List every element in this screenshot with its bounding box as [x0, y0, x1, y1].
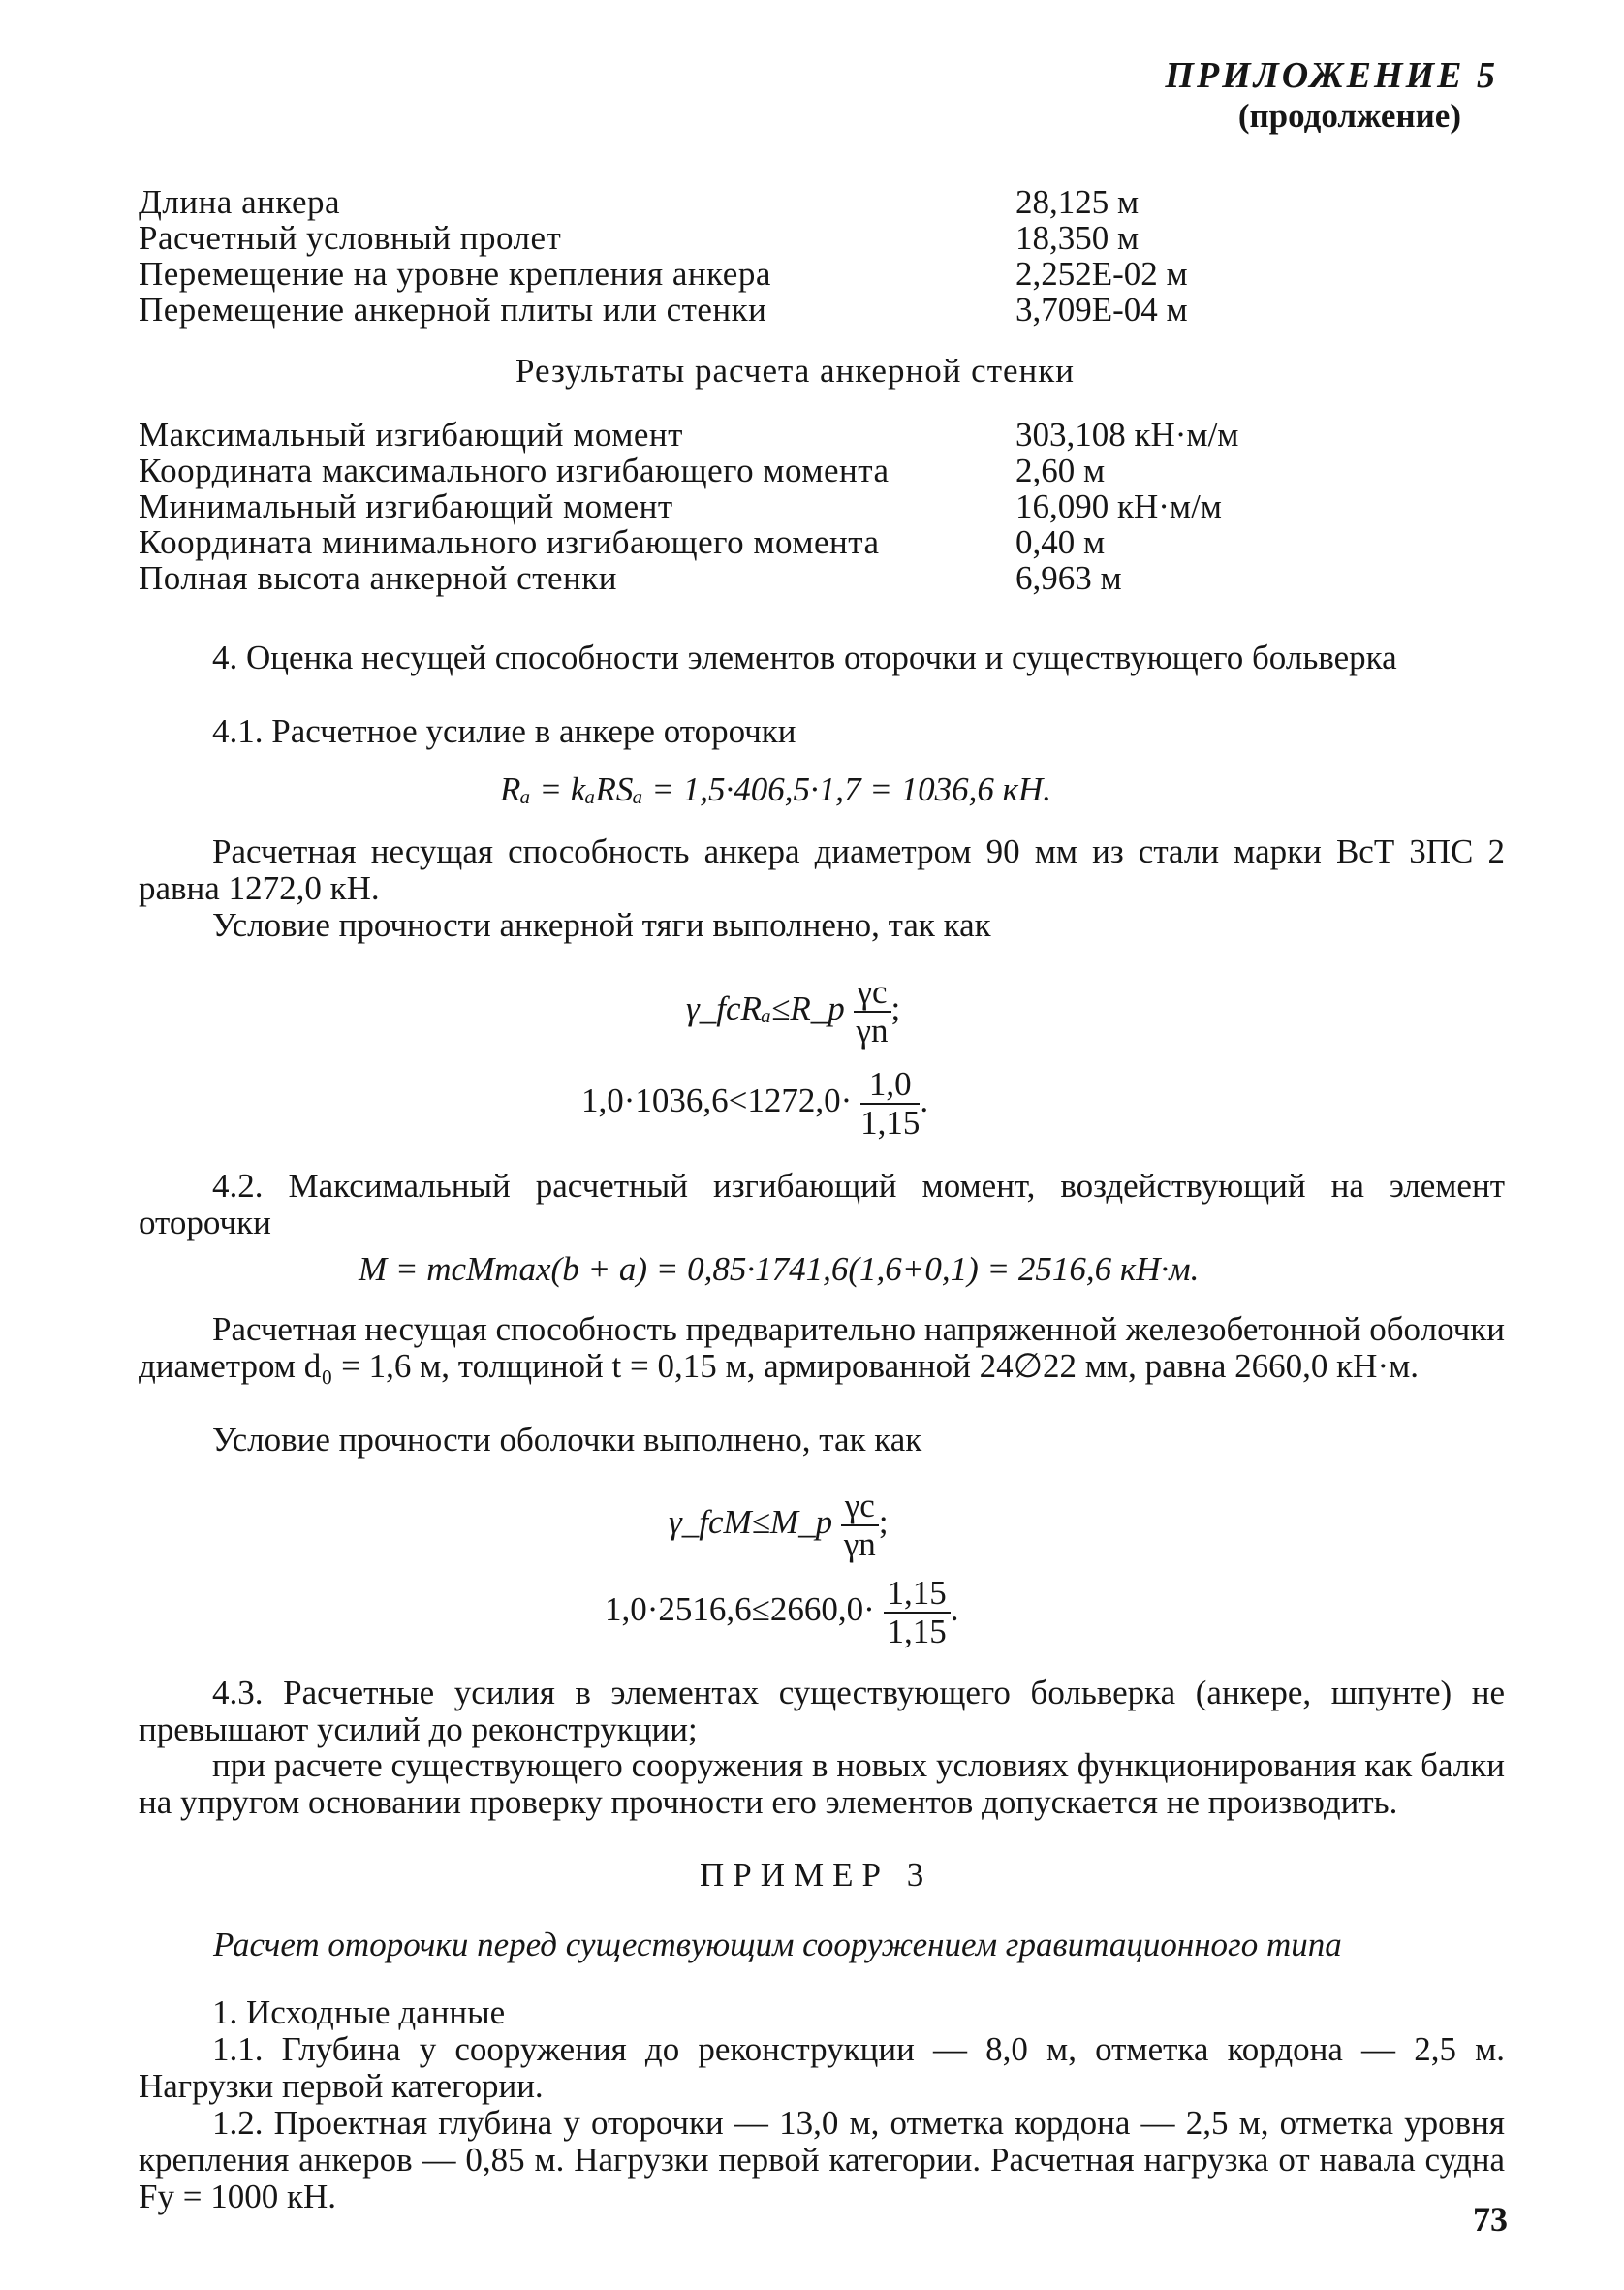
fraction-denominator: γn: [843, 1525, 876, 1563]
shell-capacity-text: Расчетная несущая способность предварительно напряженной железобетонной оболочки диаметром d₀ = 1,6 м, толщиной t = 0,15 м, армированной 24∅22 мм, равна 2660,0 кН·м.: [139, 1310, 1505, 1385]
page-number: 73: [1473, 2200, 1508, 2239]
table-row: [139, 220, 1188, 256]
appendix-title: ПРИЛОЖЕНИЕ 5: [1165, 55, 1498, 96]
section-4-3: 4.3. Расчетные усилия в элементах существующего больверка (анкере, шпунте) не превышают усилий до реконструкции;: [139, 1674, 1505, 1748]
example-heading: ПРИМЕР 3: [700, 1856, 933, 1894]
param-label: Перемещение на уровне крепления анкера: [139, 255, 771, 293]
results-heading: Результаты расчета анкерной стенки: [515, 352, 1076, 390]
result-value: 6,963 м: [1015, 559, 1122, 597]
table-row: [139, 417, 1238, 453]
formula-anchor-force: Rₐ = kₐRSₐ = 1,5·406,5·1,7 = 1036,6 кН.: [500, 770, 1052, 808]
formula-left: γ_fcRₐ≤R_p: [686, 989, 845, 1028]
formula-shell-check: 1,0·2516,6≤2660,0· $\frac{1,15}{1,15}$ .: [605, 1574, 959, 1650]
table-row: [139, 488, 1238, 524]
fraction: [841, 1488, 879, 1563]
wall-results-table: [139, 417, 1238, 596]
param-value: 3,709E-04 м: [1015, 291, 1188, 329]
fraction-denominator: 1,15: [860, 1104, 921, 1142]
fraction-denominator: 1,15: [887, 1613, 947, 1650]
example-title: Расчет оторочки перед существующим сооружением гравитационного типа: [213, 1926, 1342, 1963]
result-value: 303,108 кН·м/м: [1015, 416, 1239, 454]
formula-left: γ_fcM≤M_p: [669, 1503, 833, 1542]
section-4-2: 4.2. Максимальный расчетный изгибающий момент, воздействующий на элемент оторочки: [139, 1167, 1505, 1241]
table-row: [139, 524, 1238, 560]
formula-left: 1,0·2516,6≤2660,0·: [605, 1590, 875, 1629]
result-label: Координата максимального изгибающего момента: [139, 452, 890, 489]
result-value: 16,090 кН·м/м: [1015, 487, 1222, 525]
fraction-numerator: 1,0: [860, 1066, 920, 1105]
param-label: Перемещение анкерной плиты или стенки: [139, 291, 767, 329]
section-4-1: 4.1. Расчетное усилие в анкере оторочки: [212, 712, 796, 750]
shell-condition-text: Условие прочности оболочки выполнено, так как: [212, 1421, 922, 1459]
formula-anchor-condition: γ_fcRₐ≤R_p $\frac{\gamma c}{\gamma n}$ ;: [686, 973, 901, 1050]
anchor-capacity-text: Расчетная несущая способность анкера диаметром 90 мм из стали марки ВсТ 3ПС 2 равна 1272,0 кН.: [139, 832, 1505, 907]
anchor-params-table: [139, 184, 1188, 328]
table-row: [139, 453, 1238, 488]
fraction-denominator: γn: [856, 1012, 889, 1050]
fraction-numerator: γc: [841, 1488, 879, 1526]
table-row: [139, 256, 1188, 292]
param-value: 2,252E-02 м: [1015, 255, 1188, 293]
initial-data-heading: 1. Исходные данные: [212, 1993, 506, 2031]
result-label: Полная высота анкерной стенки: [139, 559, 617, 597]
table-row: [139, 560, 1238, 596]
result-value: 0,40 м: [1015, 523, 1106, 561]
anchor-condition-text: Условие прочности анкерной тяги выполнено, так как: [212, 906, 991, 944]
appendix-continuation: (продолжение): [1237, 97, 1461, 135]
formula-moment: M = mcMmax(b + a) = 0,85·1741,6(1,6+0,1) = 2516,6 кН·м.: [359, 1250, 1200, 1288]
formula-left: 1,0·1036,6<1272,0·: [581, 1082, 853, 1120]
table-row: [139, 184, 1188, 220]
param-value: 28,125 м: [1015, 183, 1140, 221]
item-1-1: 1.1. Глубина у сооружения до реконструкции — 8,0 м, отметка кордона — 2,5 м. Нагрузки первой категории.: [139, 2030, 1505, 2105]
formula-shell-condition: γ_fcM≤M_p $\frac{\gamma c}{\gamma n}$ ;: [669, 1487, 889, 1563]
param-value: 18,350 м: [1015, 219, 1140, 257]
fraction: [854, 974, 891, 1050]
fraction-numerator: γc: [854, 974, 891, 1013]
result-value: 2,60 м: [1015, 452, 1106, 489]
param-label: Длина анкера: [139, 183, 341, 221]
result-label: Координата минимального изгибающего момента: [139, 523, 880, 561]
fraction: [884, 1575, 951, 1650]
item-1-2: 1.2. Проектная глубина у оторочки — 13,0 м, отметка кордона — 2,5 м, отметка уровня крепления анкеров — 0,85 м. Нагрузки первой категории. Расчетная нагрузка от навала судна Fy = 1000 кН.: [139, 2104, 1505, 2215]
result-label: Минимальный изгибающий момент: [139, 487, 673, 525]
result-label: Максимальный изгибающий момент: [139, 416, 683, 454]
fraction-numerator: 1,15: [884, 1575, 951, 1614]
formula-anchor-check: 1,0·1036,6<1272,0· $\frac{1,0}{1,15}$ .: [581, 1065, 929, 1142]
section-4-title: 4. Оценка несущей способности элементов оторочки и существующего больверка: [212, 639, 1397, 676]
existing-structure-text: при расчете существующего сооружения в новых условиях функционирования как балки на упругом основании проверку прочности его элементов допускается не производить.: [139, 1746, 1505, 1821]
fraction: [860, 1066, 920, 1142]
param-label: Расчетный условный пролет: [139, 219, 562, 257]
table-row: [139, 292, 1188, 328]
